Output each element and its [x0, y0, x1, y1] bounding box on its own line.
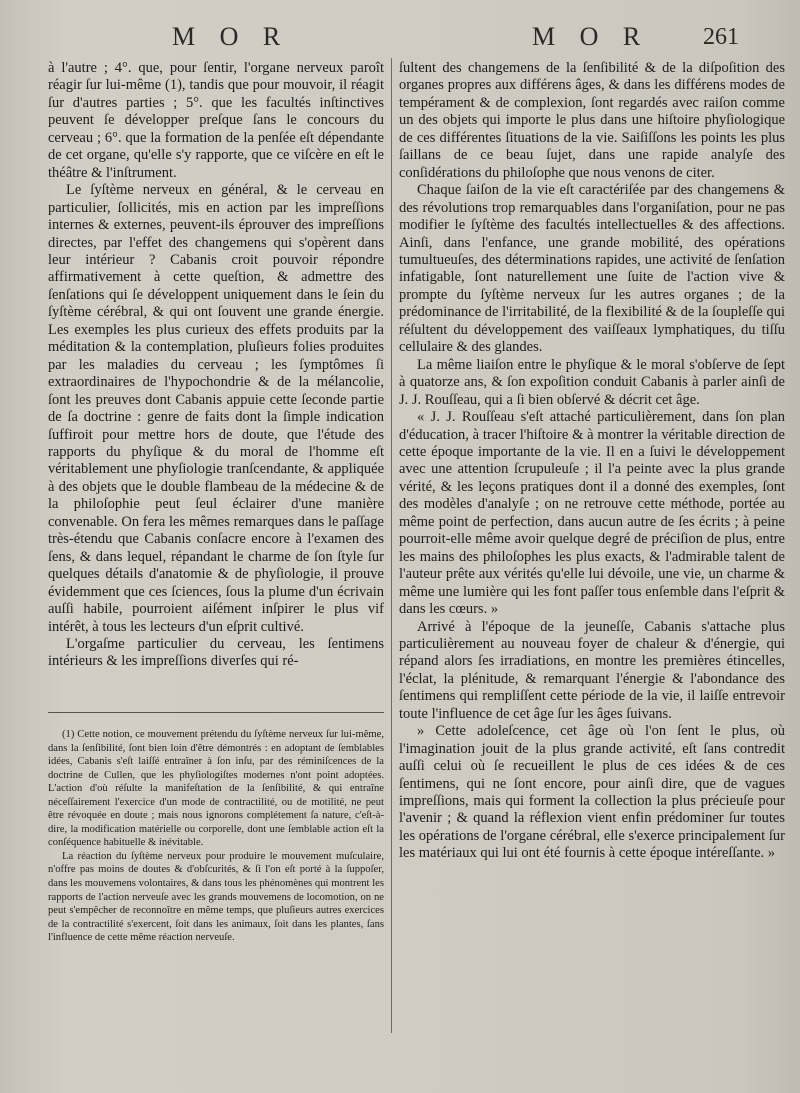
right-column — [399, 60, 785, 863]
paragraph: L'orgaſme particulier du cerveau, les ſentimens intérieurs & les impreſſions diverſes qui ré- — [48, 635, 384, 670]
running-head-left: M O R — [172, 22, 290, 51]
running-head-right: M O R — [532, 22, 650, 51]
paragraph: Arrivé à l'époque de la jeuneſſe, Cabanis s'attache plus particulièrement au nouveau foyer de chaleur & d'énergie, qui répand alors ſes irradiations, en montre les premières étincelles, l'éclat, la plénitude, & remarquant l'énergie & l'abondance des ſentimens qui rempliſſent cette période de la vie, il laiſſe entrevoir toute l'influence de cet âge ſur les âges ſuivans. — [399, 618, 785, 722]
paragraph: La même liaiſon entre le phyſique & le moral s'obſerve de ſept à quatorze ans, & ſon expoſition conduit Cabanis à parler ainſi de J. J. Rouſſeau, qui a ſi bien obſervé & décrit cet âge. — [399, 356, 785, 408]
left-column — [48, 60, 384, 671]
page-number: 261 — [703, 24, 739, 50]
paragraph: « J. J. Rouſſeau s'eſt attaché particulièrement, dans ſon plan d'éducation, à tracer l'hiſtoire & à montrer la véritable direction de cette époque importante de la vie. Il en a ſuivi le développement avec une attention ſcrupuleuſe ; il l'a peinte avec la plus grande vérité, & les leçons pratiques dont il a donné des exemples, ſont des modèles d'analyſe ; on ne retrouve cette méthode, portée au même point de perfection, dans aucun autre de ſes écrits ; à peine pourroit-elle même avoir quelque degré de préciſion de plus, entre les mains des philoſophes les plus exacts, & l'admirable talent de l'auteur prête aux vérités qu'elle lui dévoile, une vie, un charme & même une lumière qui les font paſſer tous enſemble dans l'eſprit & dans les cœurs. » — [399, 409, 785, 618]
footnote: (1) Cette notion, ce mouvement prétendu du ſyſtème nerveux ſur lui-même, dans la ſenſibilité, ſont bien loin d'être démontrés : en adoptant de ſemblables idées, Cabanis s'eſt laiſſé entraîner à ſon inſu, par des réminiſcences de la doctrine de Cullen, que les phyſiologiſtes modernes n'ont point adoptées. L'action d'où réſulte la manifeſtation de la ſenſibilité, & qui entraîne néceſſairement l'exercice d'un mode de contractilité, ou de motilité, ne peut être révoquée en doute ; mais nous ignorons complétement ſa nature, c'eſt-à-dire, la modification matérielle ou corporelle, dont une ſemblable action eſt la conſéquence habituelle & inévitable. — [48, 729, 384, 849]
paragraph: Chaque ſaiſon de la vie eſt caractériſée par des changemens & des révolutions trop remarquables dans l'organiſation, pour ne pas modifier le ſyſtème des facultés intellectuelles & des affections. Ainſi, dans l'enfance, une grande mobilité, des opérations tumultueuſes, des déterminations rapides, une activité de ſenſation infatigable, ſont naturellement une ſuite de l'action vive & prompte du ſyſtème nerveux ſur les autres organes ; de la prédominance de l'irritabilité, de la flexibilité & de la ſoupleſſe qui réſultent du développement des vaiſſeaux lymphatiques, du tiſſu cellulaire & des glandes. — [399, 182, 785, 356]
paragraph: ſultent des changemens de la ſenſibilité & de la diſpoſition des organes propres aux différens âges, & dans les différens modes de tempérament & de complexion, ſont regardés avec raiſon comme un des objets qui importe le plus dans une hiſtoire phyſiologique de ces différentes ſituations de la vie. Saiſiſſons les points les plus ſaillans de ce beau ſujet, dans une rapide analyſe des conſidérations du philoſophe que nous venons de citer. — [399, 60, 785, 181]
footnote-separator — [48, 712, 384, 713]
column-divider — [391, 58, 392, 1033]
paragraph: à l'autre ; 4°. que, pour ſentir, l'organe nerveux paroît réagir ſur lui-même (1), tandis que pour mouvoir, il réagit ſur d'autres parties ; 5°. que les facultés inſtinctives peuvent ſe développer preſque ſans le concours du cerveau ; 6°. que la formation de la penſée eſt dépendante de cet organe, qu'elle s'y rapporte, que ce viſcère en eſt le théâtre & l'inſtrument. — [48, 60, 384, 181]
paragraph: Le ſyſtème nerveux en général, & le cerveau en particulier, ſollicités, mis en action par les impreſſions internes & externes, peuvent-ils éprouver des impreſſions directes, par l'effet des changemens qui s'opèrent dans leur intérieur ? Cabanis croit pouvoir répondre affirmativement à cette queſtion, & admettre des ſenſations qui ſe développent uniquement dans le ſein du ſyſtème cérébral, & qui ont ſouvent une grande énergie. Les exemples les plus curieux des effets produits par la méditation & la contemplation, pluſieurs folies produites par les maladies du cerveau ; les ſymptômes ſi extraordinaires de l'hypochondrie & de la mélancolie, ſont les preuves dont Cabanis appuie cette ſeconde partie de ſa doctrine : genre de faits dont la ſimple indication ſuffiroit pour mettre hors de doute, que l'étude des rapports du phyſique & du moral de l'homme eſt véritablement une phyſiologie tranſcendante, & appliquée à des objets que le double flambeau de la médecine & de la philoſophie peut ſeul éclairer d'une manière convenable. On fera les mêmes remarques dans le paſſage très-étendu que Cabanis conſacre encore à l'examen des ſens, & dans lequel, répandant le charme de ſon ſtyle ſur quelques détails d'anatomie & de phyſiologie, il prouve évidemment que ces ſciences, ſous la plume d'un écrivain auſſi habile, pourroient aiſément inſpirer le plus vif intérêt, à tous les lecteurs d'un eſprit cultivé. — [48, 182, 384, 635]
footnotes — [48, 728, 384, 945]
paragraph: » Cette adoleſcence, cet âge où l'on ſent le plus, où l'imagination jouit de la plus grande activité, eſt ſans contredit auſſi celui où ſe recueillent le plus de ces idées & de ces ſentimens, qui ne ſont encore, pour ainſi dire, que de vagues impreſſions, mais qui forment la collection la plus précieuſe pour l'avenir ; & quand la réflexion vient enfin prédominer ſur toutes les opérations de l'organe cérébral, elle s'exerce principalement ſur les matériaux qui lui ont été fournis à cette époque intéreſſante. » — [399, 723, 785, 862]
footnote: La réaction du ſyſtème nerveux pour produire le mouvement muſculaire, n'offre pas moins de doutes & d'obſcurités, & ſi l'on eſt porté à la ſuppoſer, dans les mouvemens volontaires, & dans tous les phénomènes qui montrent les rapports de l'action nerveuſe avec les grands mouvemens de locomotion, on ne peut s'empêcher de reconnoître en même temps, que pluſieurs autres exercices de la contractilité s'exercent, ſoit dans les animaux, ſoit dans les plantes, ſans l'influence de cette même réaction nerveuſe. — [48, 850, 384, 944]
